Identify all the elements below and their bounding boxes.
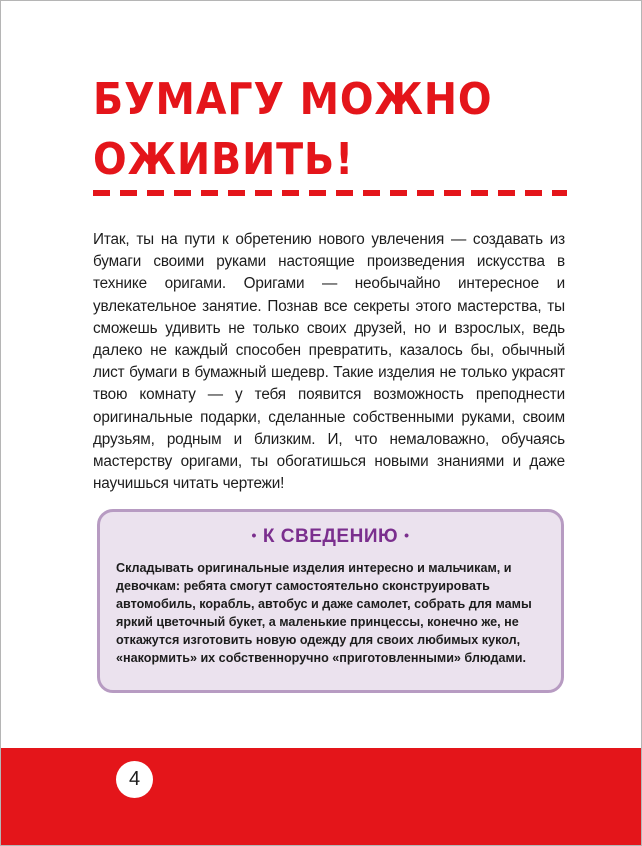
info-box-title (100, 526, 561, 548)
bullet-icon: • (251, 527, 257, 543)
info-box-text: Складывать оригинальные изделия интересно и мальчикам, и девочкам: ребята смогут самостоятельно сконструировать автомобиль, корабль, автобус и даже самолет, собрать для мамы яркий цветочный букет, а маленькие принцессы, конечно же, не откажутся изготовить новую одежду для своих любимых кукол, «накормить» их собственноручно «приготовленными» блюдами. (116, 561, 532, 665)
page-number: 4 (116, 761, 153, 798)
info-box-title-text: К СВЕДЕНИЮ (262, 526, 399, 547)
bullet-icon: • (404, 527, 410, 543)
page-title (93, 70, 492, 190)
page-title-line-2: ОЖИВИТЬ! (93, 134, 355, 185)
dashed-divider (93, 190, 567, 196)
intro-paragraph: Итак, ты на пути к обретению нового увлечения — создавать из бумаги своими руками настоящие произведения искусства в технике оригами. Оригами — необычайно интересное и увлекательное занятие. Познав все секреты этого мастерства, ты сможешь удивить не только своих друзей, но и взрослых, ведь далеко не каждый способен превратить, казалось бы, обычный лист бумаги в бумажный шедевр. Такие изделия не только украсят твою комнату — у тебя появится возможность преподнести оригинальные подарки, сделанные собственными руками, своим друзьям, родным и близким. И, что немаловажно, обучаясь мастерству оригами, ты обогатишься новыми знаниями и даже научишься читать чертежи! (93, 231, 565, 493)
page-title-line-1: БУМАГУ МОЖНО (93, 74, 493, 125)
footer-bar (0, 748, 642, 846)
info-box (97, 509, 564, 693)
